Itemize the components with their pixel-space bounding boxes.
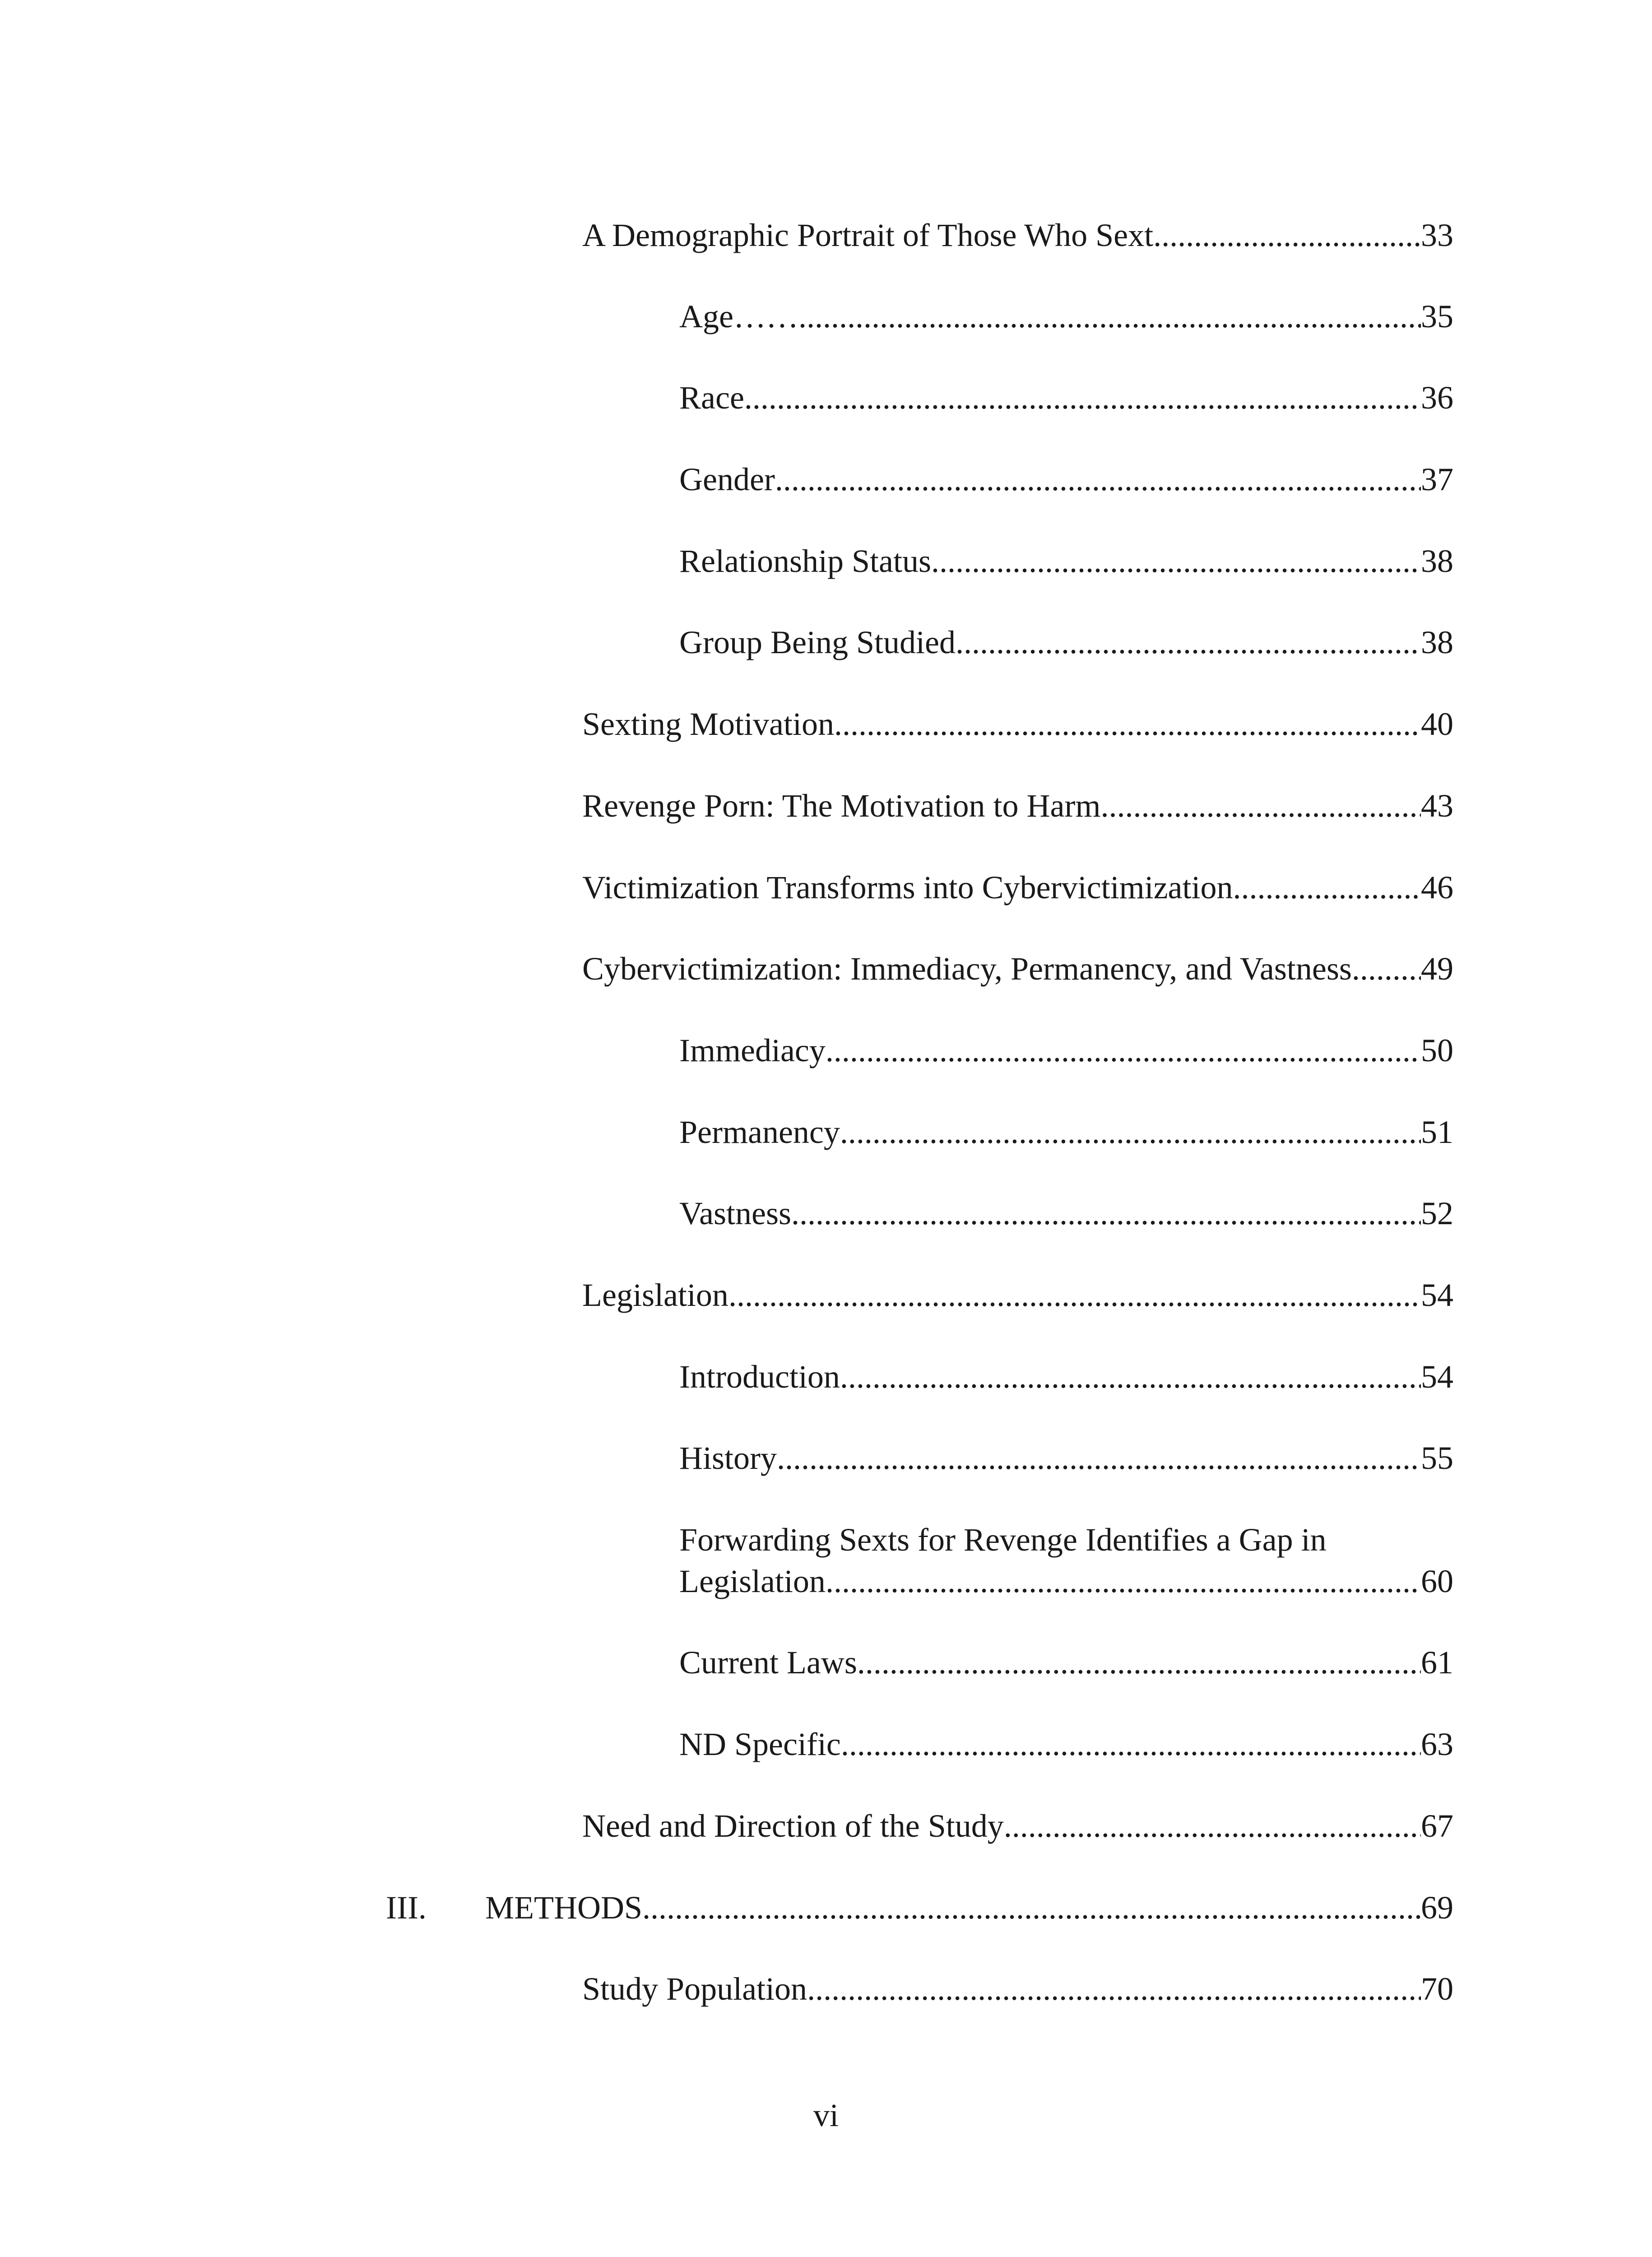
toc-entry-page: 33 — [1421, 217, 1453, 253]
page-number: vi — [813, 2097, 839, 2133]
toc-entry-page: 51 — [1421, 1114, 1453, 1150]
dot-leader — [777, 1437, 1421, 1479]
toc-entry-introduction — [679, 1356, 1453, 1398]
toc-entry-sexting-motivation — [582, 703, 1453, 745]
toc-entry-page: 55 — [1421, 1440, 1453, 1476]
toc-entry-age — [679, 296, 1453, 337]
dot-leader — [840, 1356, 1421, 1398]
toc-entry-history — [679, 1437, 1453, 1479]
toc-entry-page: 46 — [1421, 869, 1453, 906]
toc-entry-page: 54 — [1421, 1359, 1453, 1395]
dot-leader — [807, 1968, 1421, 2010]
toc-entry-page: 69 — [1421, 1890, 1453, 1926]
chapter-number: III. — [386, 1890, 427, 1926]
dot-leader — [642, 1887, 1421, 1928]
toc-entry-study-population — [582, 1968, 1453, 2010]
toc-entry-title: Immediacy — [679, 1032, 826, 1068]
toc-entry-title: METHODS — [485, 1890, 643, 1926]
toc-entry-page: 61 — [1421, 1644, 1453, 1681]
toc-entry-title: Relationship Status — [679, 543, 931, 579]
dot-leader — [1100, 785, 1421, 827]
toc-entry-title: Legislation — [582, 1277, 729, 1313]
toc-entry-nd-specific — [679, 1723, 1453, 1765]
toc-entry-page: 63 — [1421, 1726, 1453, 1762]
toc-entry-page: 49 — [1421, 951, 1453, 987]
toc-entry-page: 38 — [1421, 624, 1453, 660]
toc-entry-forwarding-sexts — [679, 1519, 1453, 1602]
toc-entry-page: 36 — [1421, 380, 1453, 416]
toc-entry-revenge-porn — [582, 785, 1453, 827]
toc-entry-title: Race — [679, 380, 744, 416]
toc-entry-page: 52 — [1421, 1195, 1453, 1231]
toc-entry-vastness — [679, 1193, 1453, 1234]
dot-leader — [744, 377, 1421, 418]
toc-entry-title: Need and Direction of the Study — [582, 1808, 1004, 1844]
dot-leader — [775, 459, 1421, 500]
toc-entry-demographic-portrait — [582, 214, 1453, 256]
dot-leader — [1004, 1805, 1421, 1847]
dot-leader — [834, 703, 1421, 745]
dot-leader — [956, 622, 1421, 663]
dot-leader — [840, 1111, 1421, 1153]
toc-entry-relationship-status — [679, 540, 1453, 582]
toc-entry-title: Gender — [679, 461, 775, 497]
toc-entry-page: 40 — [1421, 706, 1453, 742]
toc-entry-title: Current Laws — [679, 1644, 857, 1681]
dot-leader — [857, 1642, 1421, 1683]
toc-entry-permanency — [679, 1111, 1453, 1153]
toc-entry-title-line1: Forwarding Sexts for Revenge Identifies a Gap in — [679, 1522, 1327, 1558]
toc-entry-title: Group Being Studied — [679, 624, 956, 660]
toc-entry-victimization — [582, 867, 1453, 908]
toc-entry-title: Vastness — [679, 1195, 791, 1231]
toc-entry-title: Sexting Motivation — [582, 706, 834, 742]
toc-entry-legislation — [582, 1274, 1453, 1316]
dot-leader — [1153, 214, 1421, 256]
toc-entry-race — [679, 377, 1453, 418]
dot-leader — [791, 1193, 1421, 1234]
dot-leader — [1352, 948, 1421, 989]
toc-entry-title: History — [679, 1440, 777, 1476]
toc-entry-group-being-studied — [679, 622, 1453, 663]
toc-entry-page: 38 — [1421, 543, 1453, 579]
toc-entry-title-line2: Legislation — [679, 1563, 826, 1599]
toc-entry-page: 43 — [1421, 788, 1453, 824]
toc-entry-page: 54 — [1421, 1277, 1453, 1313]
dot-leader — [826, 1560, 1421, 1602]
toc-entry-current-laws — [679, 1642, 1453, 1683]
toc-entry-title: A Demographic Portrait of Those Who Sext — [582, 217, 1154, 253]
toc-entry-title: Revenge Porn: The Motivation to Harm — [582, 788, 1101, 824]
dot-leader — [826, 1030, 1421, 1071]
dot-leader — [798, 296, 1421, 337]
dot-leader — [931, 540, 1421, 582]
dot-leader — [841, 1723, 1421, 1765]
dot-leader — [1233, 867, 1421, 908]
toc-entry-page: 35 — [1421, 298, 1453, 334]
toc-entry-page: 67 — [1421, 1808, 1453, 1844]
toc-entry-immediacy — [679, 1030, 1453, 1071]
toc-entry-title: Age…… — [679, 298, 798, 334]
dot-leader — [729, 1274, 1421, 1316]
toc-entry-methods — [386, 1887, 1453, 1928]
toc-entry-title: Introduction — [679, 1359, 840, 1395]
toc-entry-title: Victimization Transforms into Cybervictimization — [582, 869, 1233, 906]
toc-entry-page: 50 — [1421, 1032, 1453, 1068]
toc-entry-cybervictimization — [582, 948, 1453, 989]
toc-entry-title: Cybervictimization: Immediacy, Permanency, and Vastness — [582, 951, 1352, 987]
toc-entry-page: 70 — [1421, 1971, 1453, 2007]
toc-entry-page: 60 — [1421, 1563, 1453, 1599]
toc-entry-need-and-direction — [582, 1805, 1453, 1847]
toc-entry-page: 37 — [1421, 461, 1453, 497]
toc-entry-gender — [679, 459, 1453, 500]
toc-entry-title: Study Population — [582, 1971, 807, 2007]
toc-entry-title: ND Specific — [679, 1726, 841, 1762]
toc-entry-title: Permanency — [679, 1114, 840, 1150]
